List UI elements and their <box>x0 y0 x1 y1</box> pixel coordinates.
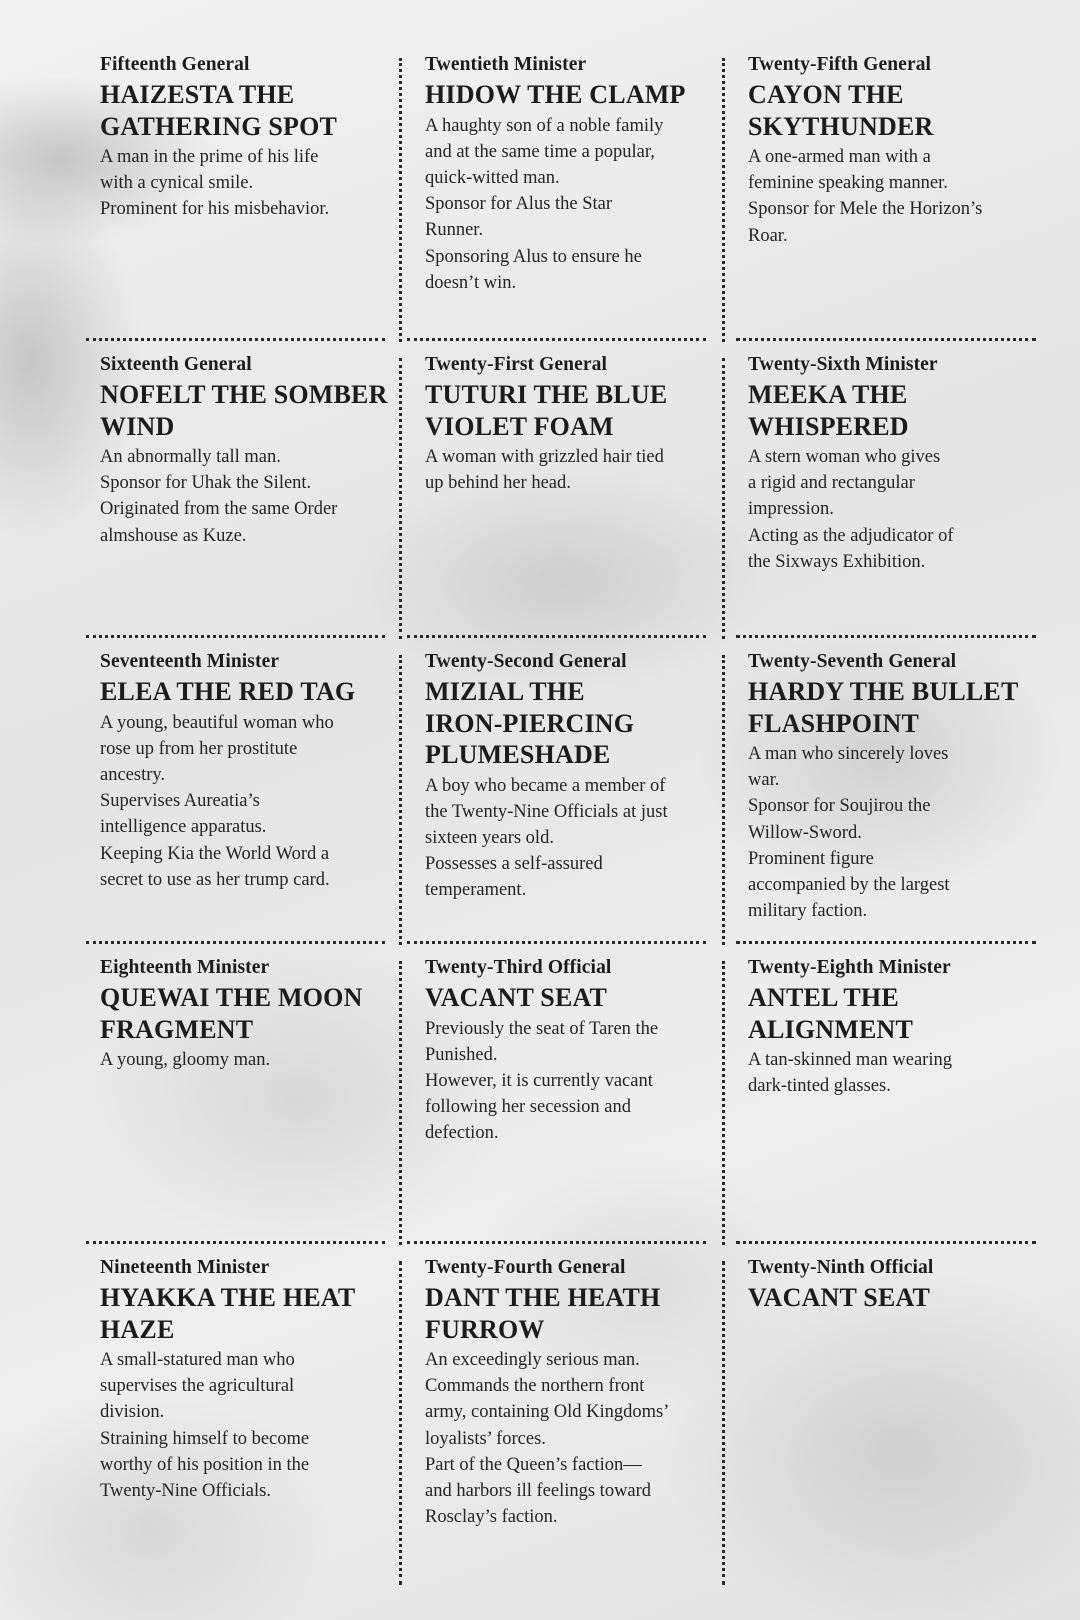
official-rank: Twenty-Second General <box>425 651 627 672</box>
official-rank: Twenty-Fourth General <box>425 1257 626 1278</box>
description-line: Keeping Kia the World Word a <box>100 843 330 864</box>
description-line: up behind her head. <box>425 473 571 494</box>
official-name <box>100 79 389 142</box>
description-line: Prominent figure <box>748 848 874 869</box>
official-entry <box>722 350 1036 647</box>
official-name-line: HAIZESTA THE <box>100 80 295 109</box>
description-line: Sponsor for Mele the Horizon’s <box>748 199 983 220</box>
official-name-line: GATHERING SPOT <box>100 111 338 141</box>
description-line: war. <box>748 770 780 791</box>
description-line: the Sixways Exhibition. <box>748 551 926 572</box>
official-name-line: TUTURI THE BLUE <box>425 380 668 409</box>
description-line: A woman with grizzled hair tied <box>425 447 664 467</box>
description-line: loyalists’ forces. <box>425 1428 546 1449</box>
description-line: worthy of his position in the <box>100 1454 310 1475</box>
official-entry <box>722 50 1036 350</box>
description-line: Sponsor for Alus the Star <box>425 194 613 215</box>
official-name <box>748 79 1026 142</box>
description-line: A tan-skinned man wearing <box>748 1050 952 1070</box>
official-name <box>100 982 389 1045</box>
description-line: An abnormally tall man. <box>100 447 281 467</box>
official-rank: Twenty-Seventh General <box>748 651 957 672</box>
official-description <box>748 1047 1026 1099</box>
description-line: and at the same time a popular, <box>425 141 655 162</box>
official-name <box>100 676 389 708</box>
official-description <box>425 773 712 904</box>
official-entry <box>86 953 399 1253</box>
description-line: Originated from the same Order <box>100 499 338 520</box>
official-description <box>748 144 1026 249</box>
description-line: An exceedingly serious man. <box>425 1350 640 1370</box>
official-name-line: IRON-PIERCING <box>425 708 635 738</box>
official-name-line: ALIGNMENT <box>748 1014 914 1044</box>
official-entry <box>722 953 1036 1253</box>
official-name-line: HYAKKA THE HEAT <box>100 1283 356 1312</box>
official-name <box>425 379 712 442</box>
official-rank: Seventeenth Minister <box>100 651 280 672</box>
description-line: Punished. <box>425 1044 498 1065</box>
official-name-line: ANTEL THE <box>748 983 899 1012</box>
description-line: almshouse as Kuze. <box>100 525 247 546</box>
official-name-line: SKYTHUNDER <box>748 111 934 141</box>
official-name <box>748 982 1026 1045</box>
description-line: feminine speaking manner. <box>748 173 948 194</box>
official-name-line: MIZIAL THE <box>425 677 585 706</box>
official-rank: Twenty-First General <box>425 354 607 375</box>
official-rank: Twenty-Third Official <box>425 957 612 978</box>
official-name-line: FLASHPOINT <box>748 708 920 738</box>
description-line: ancestry. <box>100 764 166 785</box>
description-line: Sponsor for Soujirou the <box>748 796 931 817</box>
description-line: Runner. <box>425 220 484 241</box>
description-line: dark-tinted glasses. <box>748 1076 891 1097</box>
description-line: division. <box>100 1402 165 1423</box>
official-description <box>100 444 389 549</box>
description-line: temperament. <box>425 880 527 901</box>
official-name-line: WIND <box>100 411 175 441</box>
official-name-line: HARDY THE BULLET <box>748 677 1019 706</box>
description-line: A haughty son of a noble family <box>425 115 664 136</box>
official-entry <box>399 50 722 350</box>
official-entry <box>399 953 722 1253</box>
official-name-line: PLUMESHADE <box>425 740 611 769</box>
description-line: Acting as the adjudicator of <box>748 525 954 546</box>
official-name-line: MEEKA THE <box>748 380 908 409</box>
official-rank: Twenty-Sixth Minister <box>748 354 938 375</box>
description-line: following her secession and <box>425 1097 632 1118</box>
official-name-line: VACANT SEAT <box>425 983 608 1012</box>
description-line: Part of the Queen’s faction— <box>425 1454 642 1475</box>
description-line: Willow-Sword. <box>748 822 862 843</box>
official-name-line: ELEA THE RED TAG <box>100 677 356 706</box>
description-line: with a cynical smile. <box>100 173 254 194</box>
official-entry <box>86 647 399 953</box>
official-description <box>100 1347 389 1504</box>
description-line: A man in the prime of his life <box>100 147 319 167</box>
official-name-line: FURROW <box>425 1314 545 1344</box>
official-name-line: VACANT SEAT <box>748 1283 931 1312</box>
official-entry <box>399 350 722 647</box>
description-line: Twenty-Nine Officials. <box>100 1481 271 1502</box>
official-name-line: QUEWAI THE MOON <box>100 983 363 1012</box>
description-line: supervises the agricultural <box>100 1376 295 1397</box>
official-description <box>100 1047 389 1073</box>
official-description <box>425 113 712 296</box>
official-description <box>100 144 389 223</box>
description-line: a rigid and rectangular <box>748 473 915 494</box>
description-line: A small-statured man who <box>100 1350 295 1370</box>
official-name-line: DANT THE HEATH <box>425 1283 661 1312</box>
official-name <box>748 1282 1026 1314</box>
official-rank: Twenty-Eighth Minister <box>748 957 951 978</box>
official-rank: Twenty-Ninth Official <box>748 1257 934 1278</box>
official-description <box>425 1016 712 1147</box>
official-name <box>425 1282 712 1345</box>
official-rank: Eighteenth Minister <box>100 957 270 978</box>
description-line: and harbors ill feelings toward <box>425 1481 652 1502</box>
description-line: A young, beautiful woman who <box>100 712 334 733</box>
description-line: sixteen years old. <box>425 827 554 848</box>
description-line: A one-armed man with a <box>748 147 931 167</box>
official-name <box>748 676 1026 739</box>
official-entry <box>86 350 399 647</box>
official-entry <box>722 647 1036 953</box>
description-line: Commands the northern front <box>425 1376 645 1397</box>
description-line: quick-witted man. <box>425 167 560 188</box>
official-name <box>425 676 712 771</box>
description-line: However, it is currently vacant <box>425 1070 653 1091</box>
officials-grid <box>86 50 1036 1593</box>
official-name <box>748 379 1026 442</box>
official-name-line: HAZE <box>100 1314 175 1344</box>
description-line: A young, gloomy man. <box>100 1050 271 1070</box>
official-description <box>748 444 1026 575</box>
official-description <box>425 1347 712 1530</box>
official-name <box>425 79 712 111</box>
description-line: army, containing Old Kingdoms’ <box>425 1402 670 1423</box>
official-entry <box>399 647 722 953</box>
description-line: Sponsoring Alus to ensure he <box>425 246 642 267</box>
description-line: Supervises Aureatia’s <box>100 791 260 812</box>
official-entry <box>86 50 399 350</box>
official-description <box>425 444 712 496</box>
description-line: Roar. <box>748 225 788 246</box>
description-line: Straining himself to become <box>100 1428 310 1449</box>
official-rank: Sixteenth General <box>100 354 252 375</box>
description-line: the Twenty-Nine Officials at just <box>425 801 668 822</box>
official-name-line: VIOLET FOAM <box>425 411 614 441</box>
official-description <box>100 710 389 893</box>
official-name-line: CAYON THE <box>748 80 904 109</box>
official-rank: Fifteenth General <box>100 54 250 75</box>
description-line: Sponsor for Uhak the Silent. <box>100 473 312 494</box>
description-line: A man who sincerely loves <box>748 744 949 764</box>
description-line: doesn’t win. <box>425 272 517 293</box>
description-line: impression. <box>748 499 834 520</box>
official-name-line: HIDOW THE CLAMP <box>425 80 686 109</box>
description-line: Prominent for his misbehavior. <box>100 199 330 220</box>
description-line: secret to use as her trump card. <box>100 869 330 890</box>
official-name-line: NOFELT THE SOMBER <box>100 380 388 409</box>
official-description <box>748 741 1026 924</box>
official-entry <box>86 1253 399 1593</box>
official-rank: Nineteenth Minister <box>100 1257 270 1278</box>
description-line: Possesses a self-assured <box>425 854 603 875</box>
official-name <box>100 379 389 442</box>
official-entry <box>399 1253 722 1593</box>
description-line: accompanied by the largest <box>748 875 950 896</box>
description-line: Previously the seat of Taren the <box>425 1018 659 1039</box>
official-rank: Twentieth Minister <box>425 54 587 75</box>
official-name <box>425 982 712 1014</box>
description-line: intelligence apparatus. <box>100 817 267 838</box>
description-line: military faction. <box>748 901 868 922</box>
description-line: Rosclay’s faction. <box>425 1507 558 1528</box>
description-line: defection. <box>425 1123 499 1144</box>
official-name-line: WHISPERED <box>748 411 909 441</box>
description-line: A boy who became a member of <box>425 775 666 796</box>
official-entry <box>722 1253 1036 1593</box>
description-line: rose up from her prostitute <box>100 738 298 759</box>
official-name-line: FRAGMENT <box>100 1014 254 1044</box>
official-name <box>100 1282 389 1345</box>
official-rank: Twenty-Fifth General <box>748 54 932 75</box>
description-line: A stern woman who gives <box>748 447 941 467</box>
